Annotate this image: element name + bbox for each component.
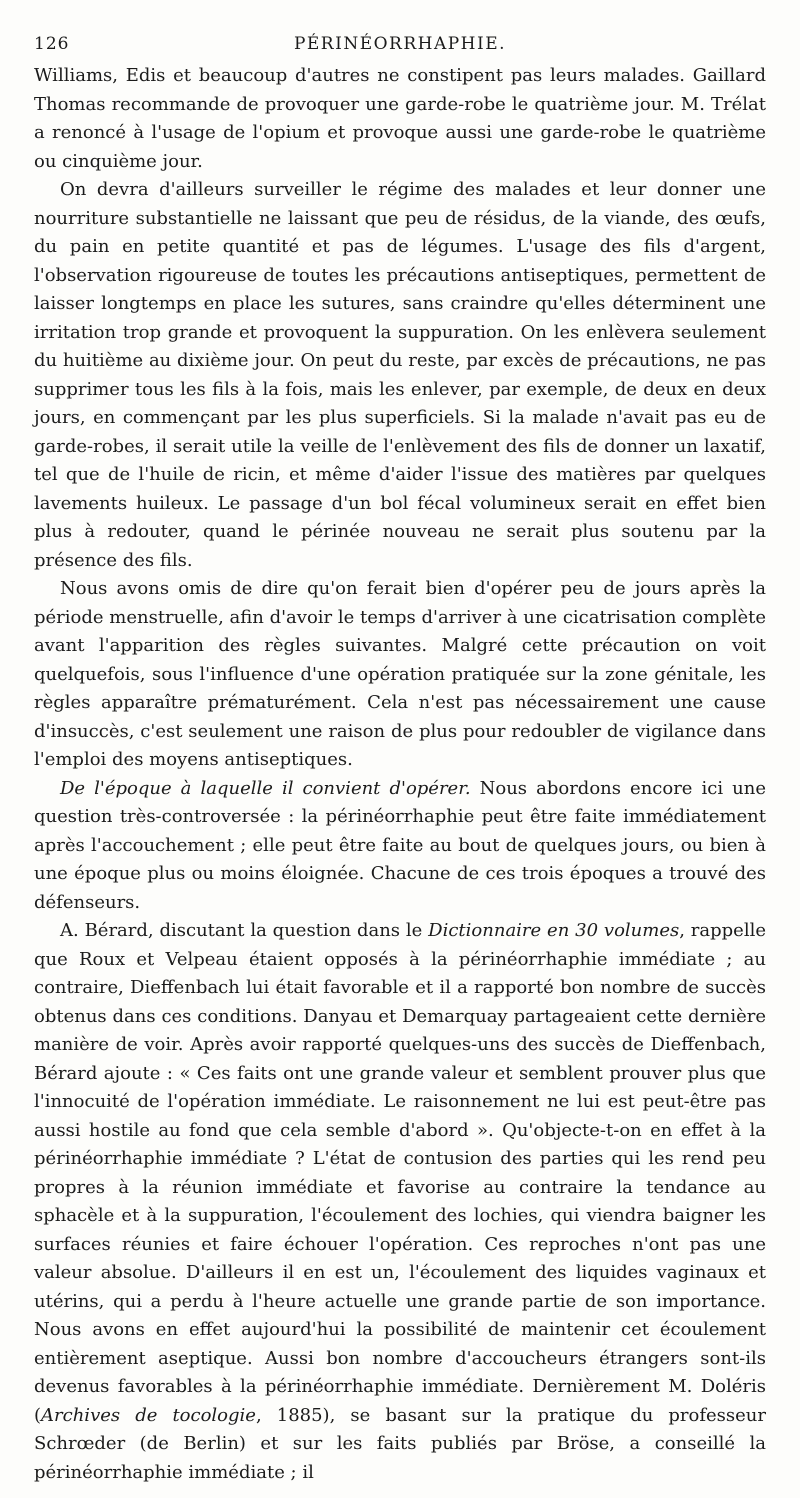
page-title: PÉRINÉORRHAPHIE.	[293, 34, 507, 54]
paragraph-1: Williams, Edis et beaucoup d'autres ne constipent pas leurs malades. Gaillard Thomas recommande de provoquer une garde-robe le quatrième jour. M. Trélat a renoncé à l'usage de l'opium et provoque aussi une garde-robe le quatrième ou cinquième jour.	[34, 65, 766, 172]
body-text	[34, 62, 766, 1487]
paragraph-5	[34, 917, 766, 1487]
paragraph-2: On devra d'ailleurs surveiller le régime des malades et leur donner une nourriture substantielle ne laissant que peu de résidus, de la viande, des œufs, du pain en petite quantité et pas de légumes. L'usage des fils d'argent, l'observation rigoureuse de toutes les précautions antiseptiques, permettent de laisser longtemps en place les sutures, sans craindre qu'elles déterminent une irritation trop grande et provoquent la suppuration. On les enlèvera seulement du huitième au dixième jour. On peut du reste, par excès de précautions, ne pas supprimer tous les fils à la fois, mais les enlever, par exemple, de deux en deux jours, en commençant par les plus superficiels. Si la malade n'avait pas eu de garde-robes, il serait utile la veille de l'enlèvement des fils de donner un laxatif, tel que de l'huile de ricin, et même d'aider l'issue des matières par quelques lavements huileux. Le passage d'un bol fécal volumineux serait en effet bien plus à redouter, quand le périnée nouveau ne serait plus soutenu par la présence des fils.	[34, 179, 766, 571]
paragraph-3: Nous avons omis de dire qu'on ferait bien d'opérer peu de jours après la période menstruelle, afin d'avoir le temps d'arriver à une cicatrisation complète avant l'apparition des règles suivantes. Malgré cette précaution on voit quelquefois, sous l'influence d'une opération pratiquée sur la zone génitale, les règles apparaître prématurément. Cela n'est pas nécessairement une cause d'insuccès, c'est seulement une raison de plus pour redoubler de vigilance dans l'emploi des moyens antiseptiques.	[34, 578, 766, 770]
running-head	[34, 28, 766, 62]
section-heading-italic: De l'époque à laquelle il convient d'opérer.	[60, 777, 471, 799]
page-number: 126	[34, 34, 70, 54]
paragraph-5-text-b: , rappelle que Roux et Velpeau étaient opposés à la périnéorrhaphie immédiate ; au contraire, Dieffenbach lui était favorable et il a rapporté bon nombre de succès obtenus dans ces conditions. Danyau et Demarquay partageaient cette dernière manière de voir. Après avoir rapporté quelques-uns des succès de Dieffenbach, Bérard ajoute : « Ces faits ont une grande valeur et semblent prouver plus que l'innocuité de l'opération immédiate. Le raisonnement ne lui est peut-être pas aussi hostile au fond que cela semble d'abord ». Qu'objecte-t-on en effet à la périnéorrhaphie immédiate ? L'état de contusion des parties qui les rend peu propres à la réunion immédiate et favorise au contraire la tendance au sphacèle et à la suppuration, l'écoulement des lochies, qui viendra baigner les surfaces réunies et faire échouer l'opération. Ces reproches n'ont pas une valeur absolue. D'ailleurs il en est un, l'écoulement des liquides vaginaux et utérins, qui a perdu à l'heure actuelle une grande partie de son importance. Nous avons en effet aujourd'hui la possibilité de maintenir cet écoulement entièrement aseptique. Aussi bon nombre d'accoucheurs étrangers sont-ils devenus favorables à la périnéorrhaphie immédiate. Dernièrement M. Doléris (	[34, 920, 766, 1426]
paragraph-5-text-a: A. Bérard, discutant la question dans le	[60, 920, 429, 941]
citation-dictionnaire: Dictionnaire en 30 volumes	[428, 920, 680, 941]
paragraph-4-text: Nous abordons encore ici une question très-controversée : la périnéorrhaphie peut être faite immédiatement après l'accouchement ; elle peut être faite au bout de quelques jours, ou bien à une époque plus ou moins éloignée. Chacune de ces trois époques a trouvé des défenseurs.	[34, 777, 767, 913]
paragraph-5-text-c: , 1885), se basant sur la pratique du professeur Schrœder (de Berlin) et sur les faits publiés par Bröse, a conseillé la périnéorrhaphie immédiate ; il	[34, 1404, 766, 1483]
paragraph-4	[34, 775, 766, 918]
citation-archives: Archives de tocologie	[41, 1404, 256, 1426]
